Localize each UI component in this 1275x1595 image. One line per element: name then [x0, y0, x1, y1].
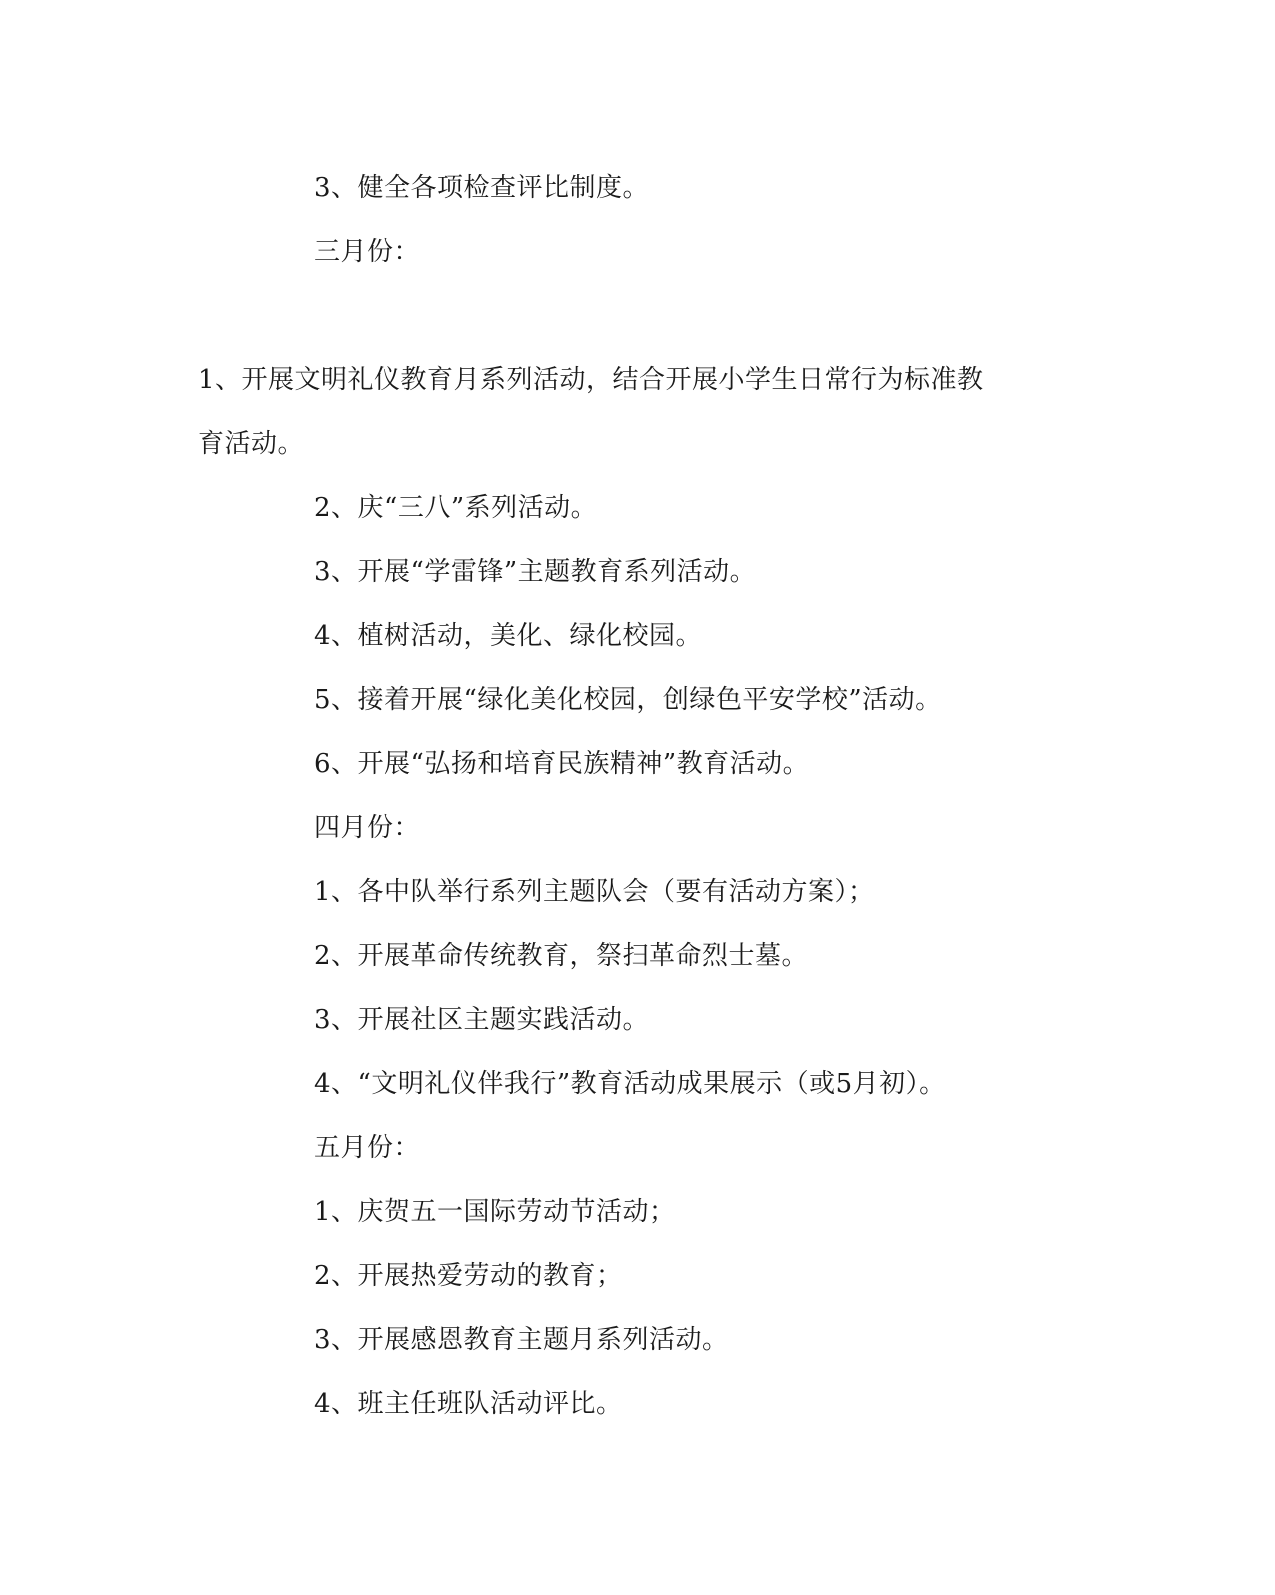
text-line: 1、各中队举行系列主题队会（要有活动方案）；	[314, 877, 875, 907]
text-line: 3、健全各项检查评比制度。	[314, 173, 650, 203]
text-line: 3、开展感恩教育主题月系列活动。	[314, 1325, 729, 1355]
text-line: 1、开展文明礼仪教育月系列活动，结合开展小学生日常行为标准教	[198, 365, 984, 395]
section-heading-march: 三月份：	[314, 237, 421, 267]
text-line: 3、开展“学雷锋”主题教育系列活动。	[314, 557, 757, 587]
text-line: 2、开展革命传统教育，祭扫革命烈士墓。	[314, 941, 809, 971]
text-line: 3、开展社区主题实践活动。	[314, 1005, 650, 1035]
text-line: 育活动。	[198, 429, 305, 459]
text-line: 2、开展热爱劳动的教育；	[314, 1261, 623, 1291]
text-line: 4、班主任班队活动评比。	[314, 1389, 623, 1419]
text-line: 5、接着开展“绿化美化校园，创绿色平安学校”活动。	[314, 685, 942, 715]
text-line: 4、“文明礼仪伴我行”教育活动成果展示（或5月初）。	[314, 1069, 946, 1099]
section-heading-april: 四月份：	[314, 813, 421, 843]
text-line: 6、开展“弘扬和培育民族精神”教育活动。	[314, 749, 810, 779]
text-line: 1、庆贺五一国际劳动节活动；	[314, 1197, 676, 1227]
section-heading-may: 五月份：	[314, 1133, 421, 1163]
text-line: 2、庆“三八”系列活动。	[314, 493, 598, 523]
text-line: 4、植树活动，美化、绿化校园。	[314, 621, 703, 651]
